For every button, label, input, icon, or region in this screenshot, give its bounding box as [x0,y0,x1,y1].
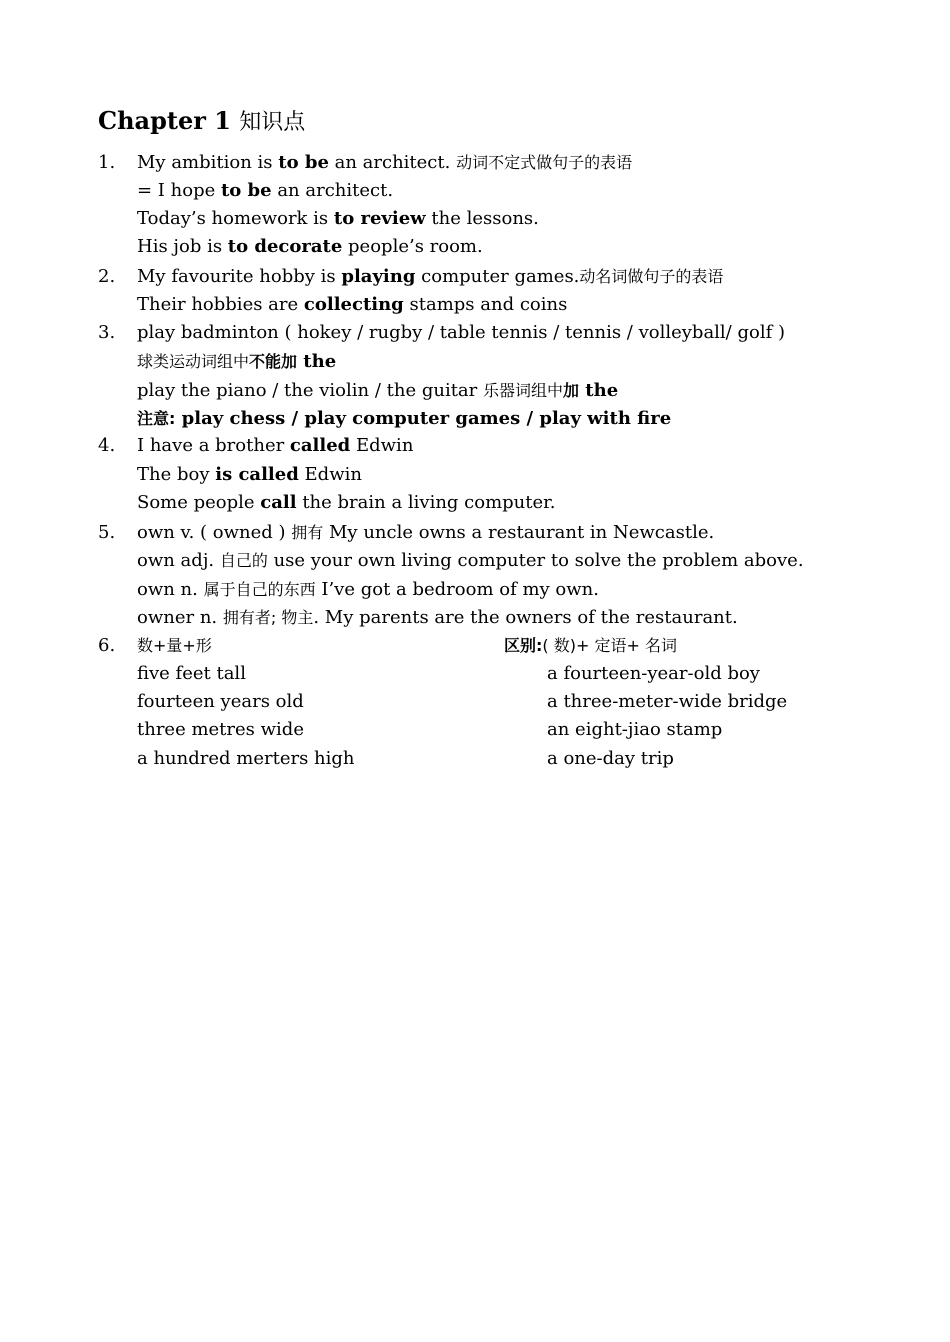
item-number: 4. [98,435,116,456]
line-segment: play badminton ( hokey / rugby / table tennis / tennis / volleyball/ golf ) [137,322,785,343]
line-segment: His job is [137,236,228,257]
item6-right-line: an eight-jiao stamp [547,719,723,740]
line-segment: the [579,380,619,401]
line-segment: use your own living computer to solve the problem above. [267,550,804,571]
item-line [137,432,413,460]
line-segment: Their hobbies are [137,294,304,315]
left-heading-text: 数+量+形 [137,636,212,655]
line-segment: playing [341,266,416,287]
line-segment: computer games. [415,266,580,287]
item-number: 2. [98,266,116,287]
line-segment: stamps and coins [403,294,568,315]
line-segment: call [260,492,297,513]
line-segment: is called [215,464,299,485]
line-segment: an architect. [271,180,394,201]
line-segment: 乐器词组中 [483,381,564,400]
line-segment: to be [220,180,272,201]
item-line [137,263,723,291]
line-segment: 动名词做句子的表语 [579,267,724,286]
line-segment: Today’s homework is [137,208,334,229]
line-segment: people’s room. [342,236,483,257]
item6-left-heading [137,632,212,660]
line-segment: My favourite hobby is [137,266,342,287]
item-line [137,405,671,433]
item-line [137,205,539,233]
line-segment: play the piano / the violin / the guitar [137,380,483,401]
item-line [137,348,336,376]
line-segment: own adj. [137,550,220,571]
line-segment: to be [278,152,329,173]
line-segment: 加 [563,381,580,400]
line-segment: called [289,435,351,456]
line-segment: to review [333,208,426,229]
line-segment: 拥有者; 物主 [222,608,314,627]
title-chinese: 知识点 [239,110,306,135]
line-segment: 球类运动词组中 [137,352,250,371]
line-segment: own v. ( owned ) [137,522,292,543]
item6-right-heading [504,632,677,660]
line-segment: My uncle owns a restaurant in Newcastle. [323,522,715,543]
item-line [137,149,632,177]
title-english: Chapter 1 [98,106,231,135]
page-title [98,104,305,140]
item-number: 6. [98,635,116,656]
item-line [137,547,804,575]
line-segment: 动词不定式做句子的表语 [456,153,633,172]
line-segment: 属于自己的东西 [203,580,316,599]
item-line [137,377,618,405]
line-segment: I’ve got a bedroom of my own. [315,579,599,600]
line-segment: play chess / play computer games / play with fire [175,408,672,429]
line-segment: . My parents are the owners of the restaurant. [313,607,738,628]
line-segment: 不能加 [249,352,298,371]
line-segment: the lessons. [425,208,539,229]
line-segment: = I hope [137,180,221,201]
line-segment: 拥有 [291,523,324,542]
item6-right-line: a three-meter-wide bridge [547,691,788,712]
line-segment: Edwin [350,435,414,456]
line-segment: the brain a living computer. [296,492,556,513]
line-segment: Some people [137,492,261,513]
line-segment: the [297,351,337,372]
item-line [137,319,785,347]
line-segment: 注意: [137,409,176,428]
item-line [137,291,567,319]
line-segment: to decorate [227,236,343,257]
item-line [137,604,738,632]
item-number: 5. [98,522,116,543]
line-segment: The boy [137,464,216,485]
item-line [137,461,362,489]
item-line [137,489,556,517]
item6-right-line: a fourteen-year-old boy [547,663,760,684]
right-heading-rest: ( 数)+ 定语+ 名词 [542,636,677,655]
item-number: 3. [98,322,116,343]
right-heading-bold: 区别: [504,636,543,655]
item6-left-line: fourteen years old [137,691,304,712]
item6-left-line: a hundred merters high [137,748,355,769]
line-segment: owner n. [137,607,223,628]
line-segment: I have a brother [137,435,290,456]
line-segment: My ambition is [137,152,279,173]
item-number: 1. [98,152,116,173]
line-segment: 自己的 [219,551,268,570]
item-line [137,177,393,205]
item-line [137,519,714,547]
line-segment: Edwin [298,464,362,485]
item6-left-line: three metres wide [137,719,304,740]
item-line [137,576,599,604]
item6-right-line: a one-day trip [547,748,674,769]
line-segment: an architect. [328,152,457,173]
item6-left-line: five feet tall [137,663,246,684]
line-segment: own n. [137,579,204,600]
line-segment: collecting [303,294,404,315]
item-line [137,233,483,261]
